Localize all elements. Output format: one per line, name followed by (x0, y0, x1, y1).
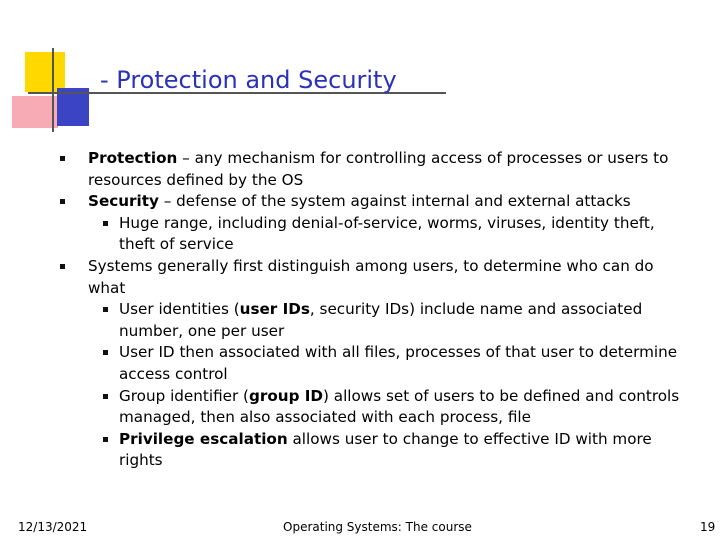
bullet-text: Huge range, including denial-of-service, worms, viruses, identity theft, theft of service (119, 213, 655, 254)
sub-bullet-item (119, 299, 688, 342)
bullet-square-icon (60, 199, 65, 204)
bullet-square-icon (103, 437, 108, 442)
bullet-text: Systems generally first distinguish among users, to determine who can do what (88, 256, 654, 297)
footer-page-number: 19 (700, 520, 716, 534)
decorative-yellow-square (25, 52, 65, 92)
footer-date: 12/13/2021 (18, 520, 88, 534)
bullet-text: Security – defense of the system against internal and external attacks (88, 192, 631, 211)
bullet-square-icon (103, 307, 108, 312)
bullet-text: User identities (user IDs, security IDs) include name and associated number, one per user (119, 300, 643, 340)
bullet-item (88, 148, 688, 191)
bullet-item (88, 191, 688, 213)
bullet-text: Group identifier (group ID) allows set of users to be defined and controls managed, then also associated with each process, file (119, 386, 680, 427)
sub-bullet-item (119, 342, 688, 385)
bullet-list (88, 148, 688, 472)
bullet-text: User ID then associated with all files, processes of that user to determine access control (119, 343, 678, 383)
bullet-square-icon (103, 221, 108, 226)
sub-bullet-item (119, 386, 688, 429)
bullet-square-icon (60, 264, 65, 269)
bullet-item (88, 256, 688, 299)
bullet-text: Protection – any mechanism for controlling access of processes or users to resources defined by the OS (88, 149, 669, 189)
sub-bullet-item (119, 213, 688, 256)
decorative-vertical-line (52, 48, 54, 132)
bullet-square-icon (103, 394, 108, 399)
slide-title: - Protection and Security (100, 66, 397, 94)
footer-course-title: Operating Systems: The course (283, 520, 472, 534)
bullet-square-icon (60, 156, 65, 161)
bullet-text: Privilege escalation allows user to change to effective ID with more rights (119, 429, 652, 470)
bullet-square-icon (103, 350, 108, 355)
sub-bullet-item (119, 429, 688, 472)
